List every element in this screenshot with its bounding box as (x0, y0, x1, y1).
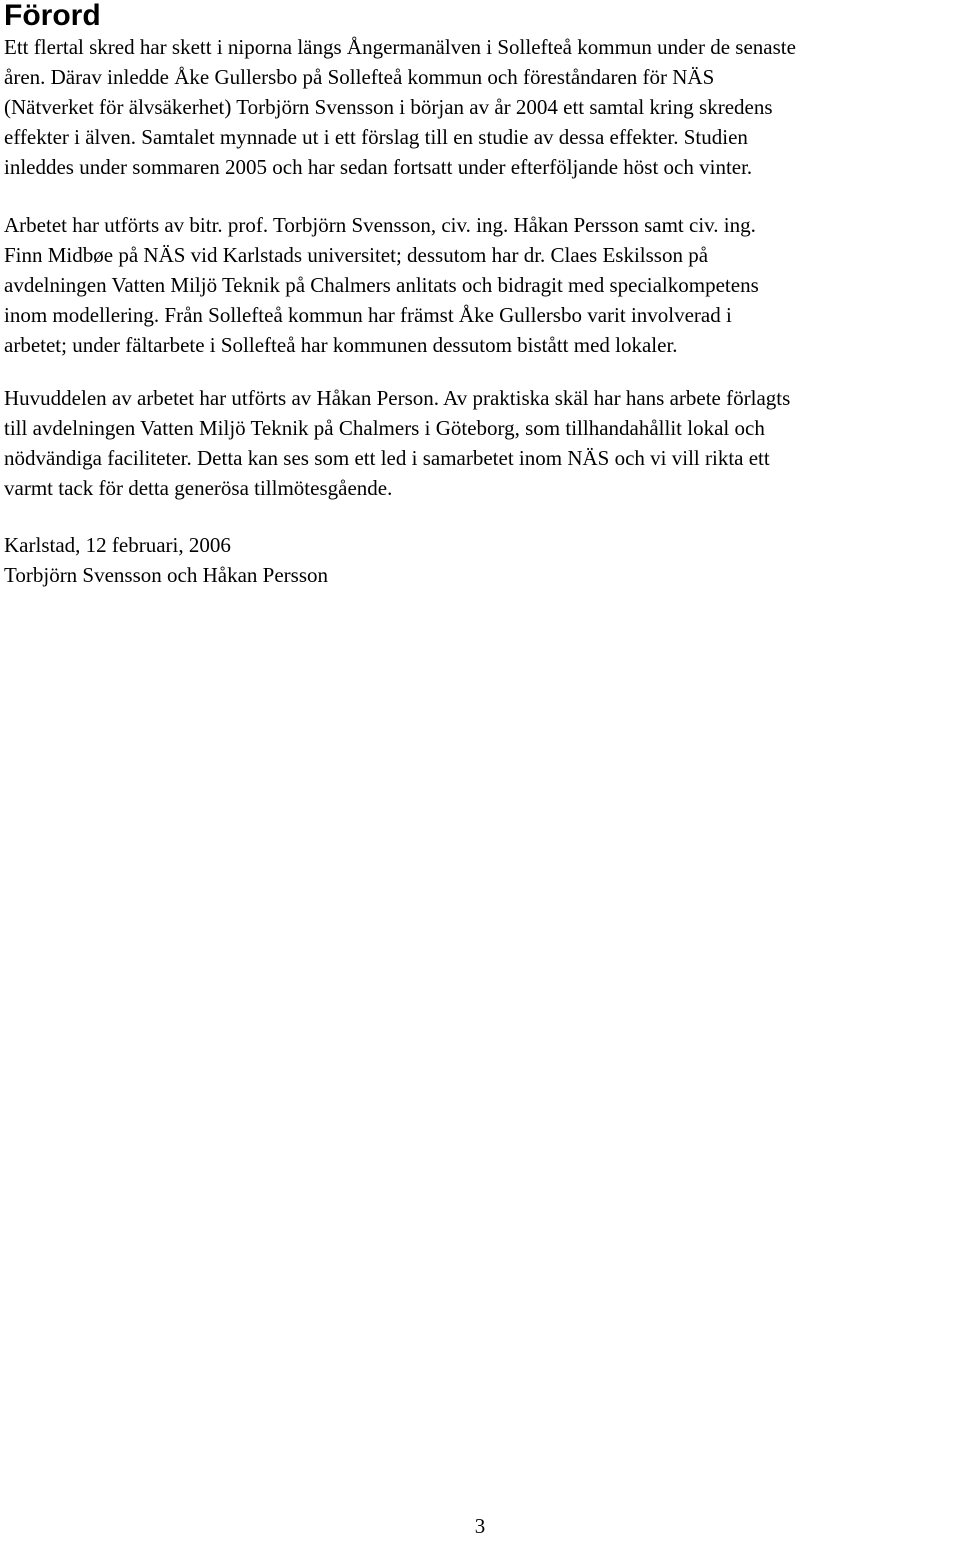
text-line: effekter i älven. Samtalet mynnade ut i ett förslag till en studie av dessa effekter. Studien (4, 125, 748, 149)
text-line: inleddes under sommaren 2005 och har sedan fortsatt under efterföljande höst och vinter. (4, 155, 753, 179)
text-line: Karlstad, 12 februari, 2006 (4, 533, 231, 557)
text-line: inom modellering. Från Sollefteå kommun har främst Åke Gullersbo varit involverad i (4, 303, 732, 327)
text-line: Arbetet har utförts av bitr. prof. Torbjörn Svensson, civ. ing. Håkan Persson samt civ. ing. (4, 213, 756, 237)
page-heading: Förord (4, 0, 101, 32)
text-line: åren. Därav inledde Åke Gullersbo på Sollefteå kommun och föreståndaren för NÄS (4, 65, 715, 89)
text-line: varmt tack för detta generösa tillmötesgående. (4, 476, 393, 500)
paragraph-acknowledgement (4, 383, 959, 503)
paragraph-contributors (4, 210, 959, 360)
text-line: Finn Midbøe på NÄS vid Karlstads universitet; dessutom har dr. Claes Eskilsson på (4, 243, 709, 267)
text-line: till avdelningen Vatten Miljö Teknik på Chalmers i Göteborg, som tillhandahållit lokal och (4, 416, 765, 440)
text-line: arbetet; under fältarbete i Sollefteå har kommunen dessutom bistått med lokaler. (4, 333, 678, 357)
text-line: Ett flertal skred har skett i niporna längs Ångermanälven i Sollefteå kommun under de senaste (4, 35, 796, 59)
text-line: Huvuddelen av arbetet har utförts av Håkan Person. Av praktiska skäl har hans arbete förlagts (4, 386, 791, 410)
paragraph-signature (4, 530, 959, 590)
text-line: (Nätverket för älvsäkerhet) Torbjörn Svensson i början av år 2004 ett samtal kring skredens (4, 95, 773, 119)
text-line: Torbjörn Svensson och Håkan Persson (4, 563, 328, 587)
paragraph-intro (4, 32, 959, 182)
page-number: 3 (474, 1514, 486, 1538)
text-line: avdelningen Vatten Miljö Teknik på Chalmers anlitats och bidragit med specialkompetens (4, 273, 759, 297)
text-line: nödvändiga faciliteter. Detta kan ses som ett led i samarbetet inom NÄS och vi vill rikta ett (4, 446, 770, 470)
